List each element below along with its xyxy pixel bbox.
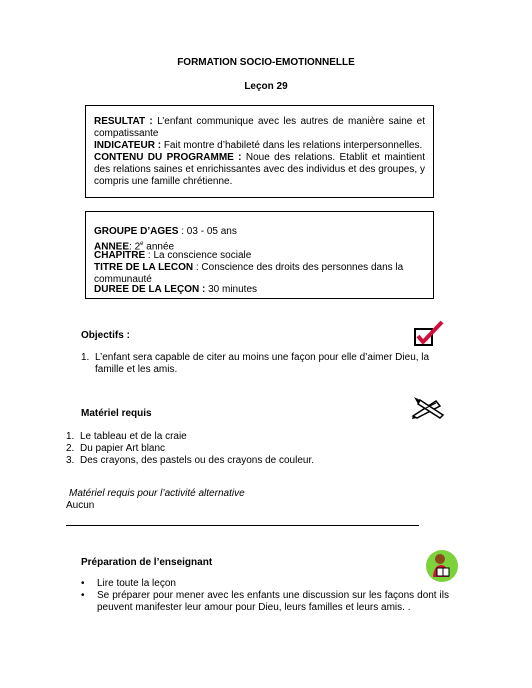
list-item-text: Du papier Art blanc: [80, 443, 166, 454]
chapitre-text: : La conscience sociale: [147, 250, 252, 261]
list-item: [66, 431, 314, 443]
groupe-label: GROUPE D’AGES: [94, 226, 179, 237]
list-item-text: Se préparer pour mener avec les enfants une discussion sur les façons dont ils peuvent manifester leur amour pour Dieu, leurs familles et leurs amis. .: [97, 590, 449, 613]
indicateur-line: [94, 140, 425, 152]
annee-label: ANNEE: [94, 241, 130, 253]
crayon-pencil-icon: [410, 396, 446, 420]
chapitre-line: [94, 250, 425, 262]
materiel-list: [66, 431, 314, 467]
contenu-text: Noue des relations. Etablit et maintient des relations saines et enrichissantes avec des individus et des groupes, y compris une famille chrétienne.: [94, 152, 425, 187]
document-title: FORMATION SOCIO-EMOTIONNELLE: [177, 57, 355, 68]
lesson-number: Leçon 29: [244, 81, 288, 92]
resultat-text: L’enfant communique avec les autres de manière saine et compatissante: [94, 116, 425, 139]
duree-line: [94, 284, 425, 296]
indicateur-label: INDICATEUR :: [94, 140, 162, 151]
duree-label: DUREE DE LA LEÇON :: [94, 284, 206, 295]
list-item: [81, 590, 449, 614]
chapitre-label: CHAPITRE: [94, 250, 146, 261]
indicateur-text: Fait montre d’habileté dans les relations interpersonnelles.: [163, 140, 423, 151]
titre-label: TITRE DE LA LECON: [94, 262, 194, 273]
list-item: [66, 443, 314, 455]
bullet-icon: •: [81, 590, 85, 601]
list-item-text: Des crayons, des pastels ou des crayons de couleur.: [80, 455, 315, 466]
materiel-heading: Matériel requis: [81, 408, 152, 419]
list-item: [66, 455, 314, 467]
list-item: [81, 578, 449, 590]
objectives-box: [85, 105, 434, 198]
bullet-icon: •: [81, 578, 85, 589]
annee-superscript: e: [140, 241, 144, 247]
resultat-line: [94, 116, 425, 140]
alternative-value: Aucun: [66, 500, 95, 511]
checkbox-check-icon: [412, 320, 444, 348]
preparation-heading: Préparation de l’enseignant: [81, 557, 213, 568]
list-item-number: 2.: [66, 443, 75, 454]
list-item-text: Lire toute la leçon: [97, 578, 176, 589]
objectif-item-text: L’enfant sera capable de citer au moins une façon pour elle d’aimer Dieu, la famille et les amis.: [95, 352, 430, 375]
titre-text: : Conscience des droits des personnes dans la communauté: [94, 262, 404, 285]
resultat-label: RESULTAT :: [94, 116, 153, 127]
objectif-item-number: 1.: [81, 352, 90, 363]
section-divider: [66, 525, 419, 526]
annee-text-post: année: [143, 241, 175, 253]
objectif-item: [81, 352, 436, 376]
groupe-line: [94, 226, 425, 238]
list-item-number: 3.: [66, 455, 75, 466]
groupe-text: : 03 - 05 ans: [181, 226, 237, 237]
annee-text: : 2: [129, 241, 141, 253]
duree-text: 30 minutes: [208, 284, 258, 295]
list-item-text: Le tableau et de la craie: [80, 431, 187, 442]
objectifs-heading: Objectifs :: [81, 330, 130, 341]
titre-line: [94, 262, 404, 286]
contenu-label: CONTENU DU PROGRAMME :: [94, 152, 242, 163]
lesson-info-box: [85, 211, 434, 299]
alternative-heading: Matériel requis pour l’activité alternative: [69, 488, 245, 499]
preparation-list: [81, 578, 449, 614]
contenu-line: [94, 152, 425, 188]
list-item-number: 1.: [66, 431, 75, 442]
